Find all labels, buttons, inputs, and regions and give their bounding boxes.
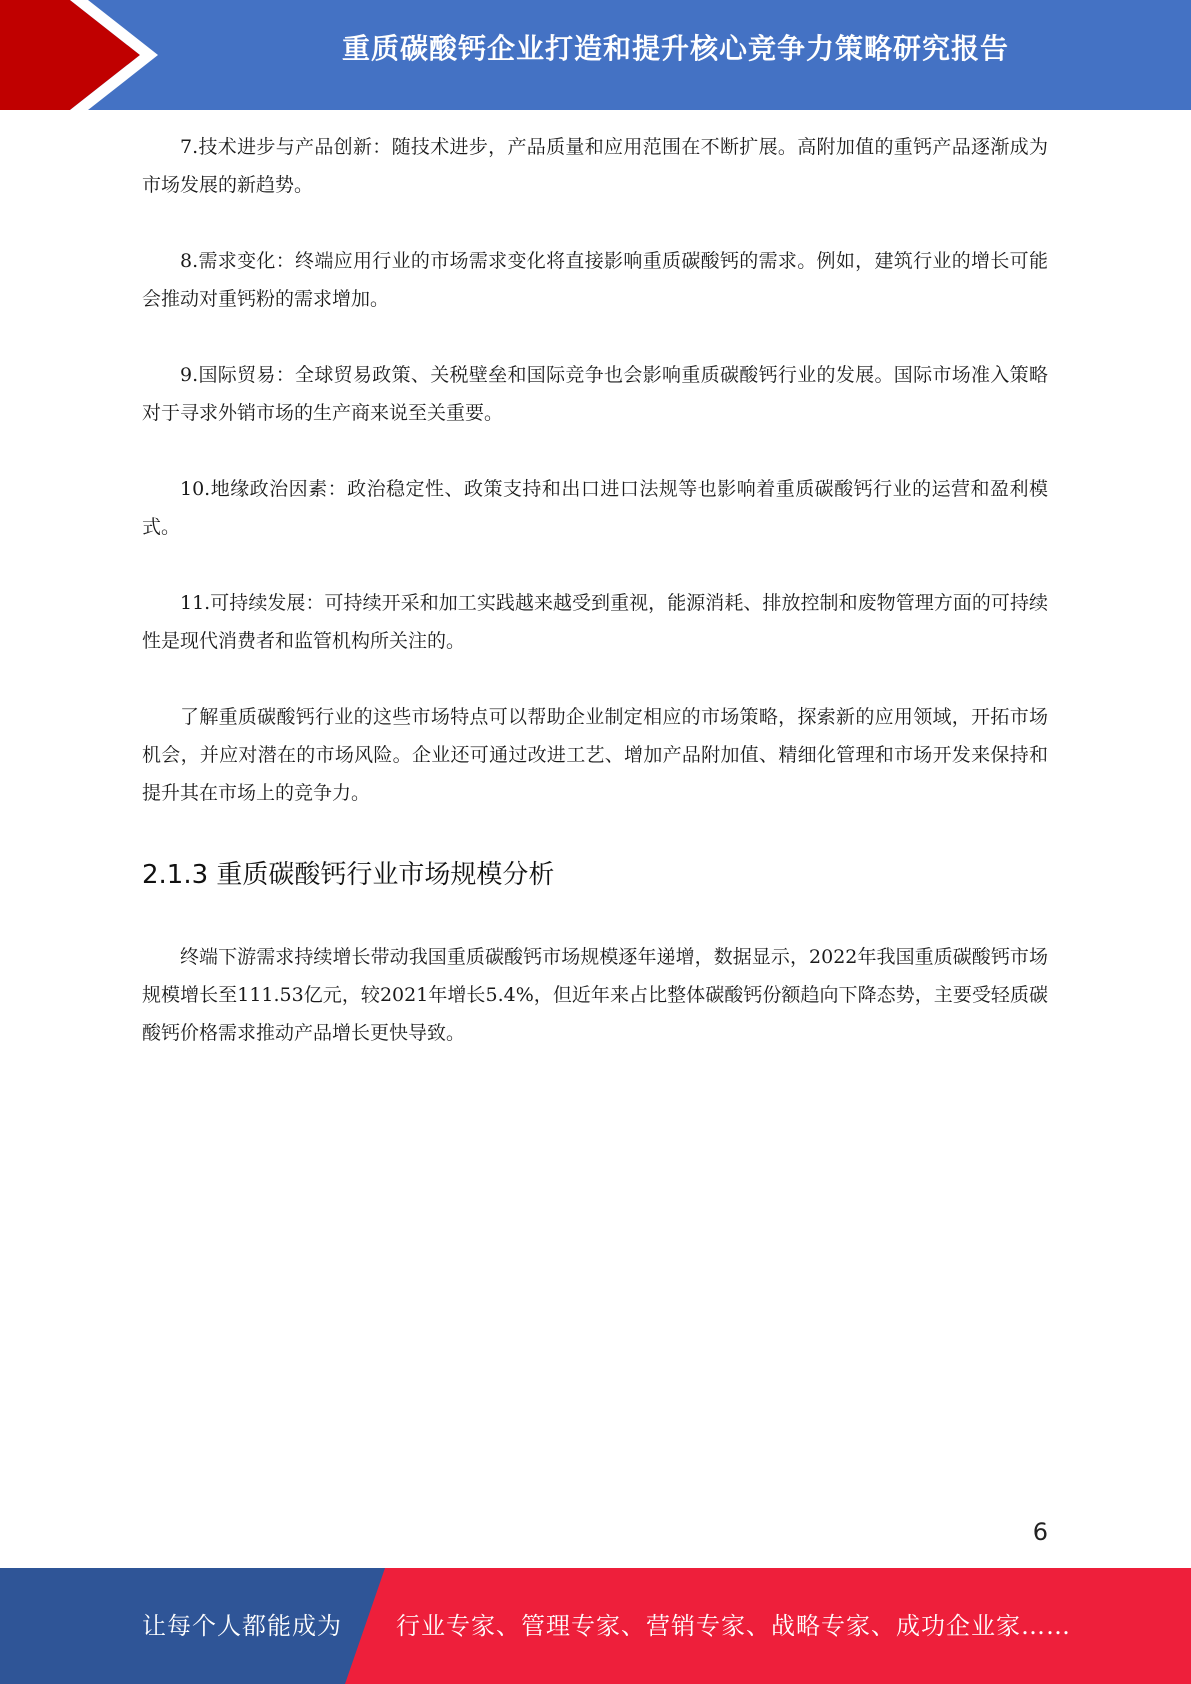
footer-slogan-right: 行业专家、管理专家、营销专家、战略专家、成功企业家……: [396, 1612, 1071, 1640]
page-number: 6: [1032, 1518, 1048, 1546]
paragraph-market-size: 终端下游需求持续增长带动我国重质碳酸钙市场规模逐年递增，数据显示，2022年我国重质碳酸钙市场规模增长至111.53亿元，较2021年增长5.4%，但近年来占比整体碳酸钙份额趋向下降态势，主要受轻质碳酸钙价格需求推动产品增长更快导致。: [142, 946, 1048, 1044]
document-body: [142, 128, 1048, 1090]
header-chevron-graphic: [0, 0, 160, 110]
paragraph-10-geopolitics: 10.地缘政治因素：政治稳定性、政策支持和出口进口法规等也影响着重质碳酸钙行业的运营和盈利模式。: [142, 478, 1048, 538]
chevron-red-shape: [0, 0, 140, 110]
paragraph-9-international-trade: 9.国际贸易：全球贸易政策、关税壁垒和国际竞争也会影响重质碳酸钙行业的发展。国际市场准入策略对于寻求外销市场的生产商来说至关重要。: [142, 364, 1048, 424]
section-heading: 2.1.3 重质碳酸钙行业市场规模分析: [142, 860, 555, 890]
paragraph-7-tech-progress: 7.技术进步与产品创新：随技术进步，产品质量和应用范围在不断扩展。高附加值的重钙产品逐渐成为市场发展的新趋势。: [142, 136, 1048, 196]
report-title: 重质碳酸钙企业打造和提升核心竞争力策略研究报告: [341, 32, 1009, 65]
paragraph-11-sustainability: 11.可持续发展：可持续开采和加工实践越来越受到重视，能源消耗、排放控制和废物管理方面的可持续性是现代消费者和监管机构所关注的。: [142, 592, 1048, 652]
paragraph-summary: 了解重质碳酸钙行业的这些市场特点可以帮助企业制定相应的市场策略，探索新的应用领域，开拓市场机会，并应对潜在的市场风险。企业还可通过改进工艺、增加产品附加值、精细化管理和市场开发来保持和提升其在市场上的竞争力。: [142, 706, 1048, 804]
page-footer: [0, 1568, 1191, 1684]
footer-slogan-left: 让每个人都能成为: [142, 1612, 342, 1640]
paragraph-8-demand-change: 8.需求变化：终端应用行业的市场需求变化将直接影响重质碳酸钙的需求。例如，建筑行业的增长可能会推动对重钙粉的需求增加。: [142, 250, 1048, 310]
page-header: [0, 0, 1191, 110]
